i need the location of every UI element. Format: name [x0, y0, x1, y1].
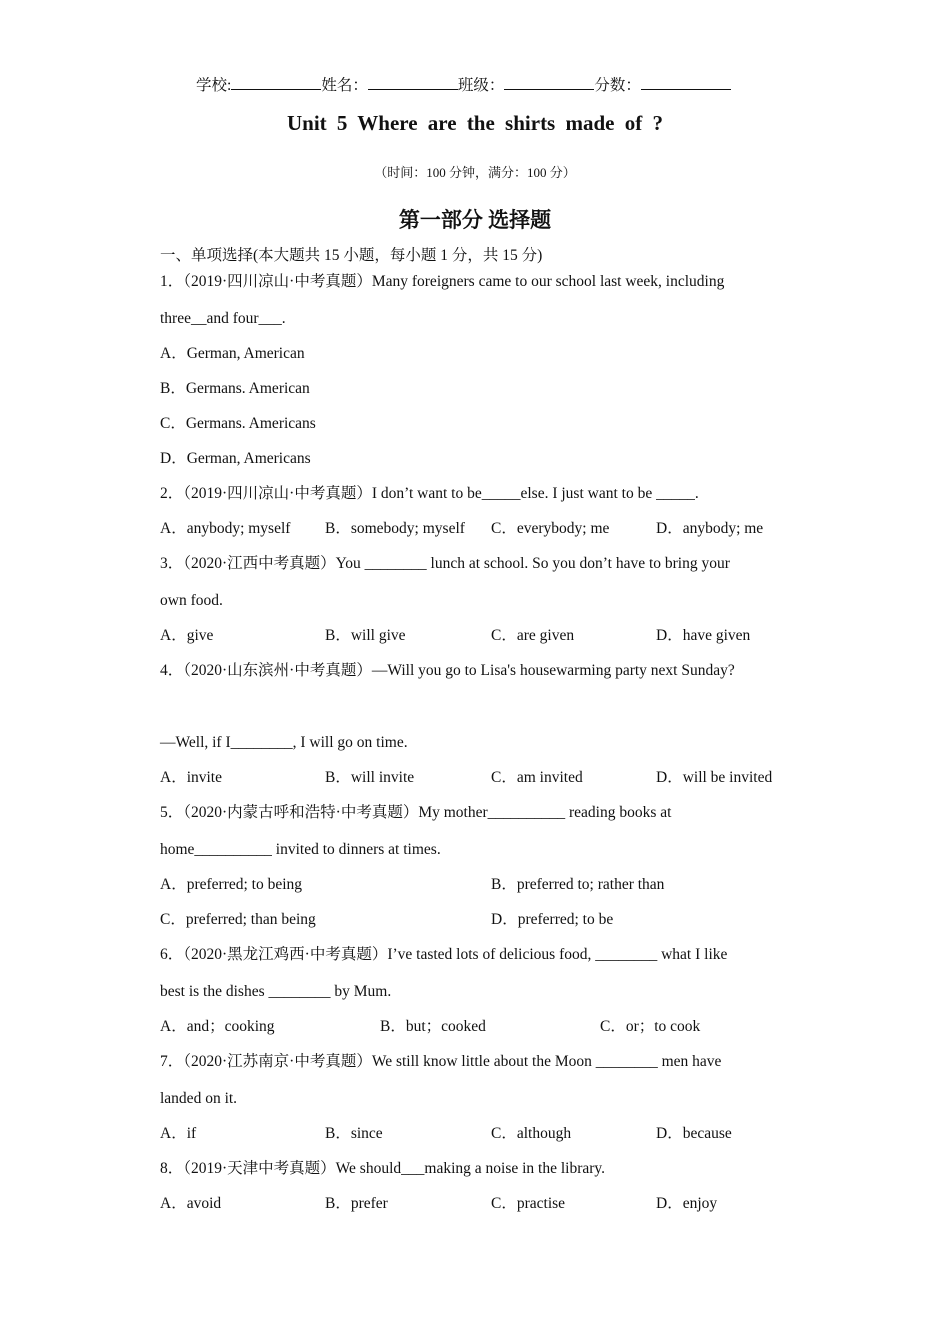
answer-option: A．avoid: [160, 1195, 222, 1212]
answer-option: D．because: [656, 1125, 732, 1142]
answer-option: B．will give: [325, 627, 406, 644]
class-blank: [504, 75, 594, 90]
question-text: 8．（2019·天津中考真题）We should___making a noise in the library.: [160, 1160, 606, 1177]
instruction: 一、单项选择(本大题共 15 小题，每小题 1 分，共 15 分): [160, 247, 543, 264]
answer-option: B．somebody; myself: [325, 520, 465, 537]
answer-option: A．invite: [160, 769, 222, 786]
question-text: 2．（2019·四川凉山·中考真题）I don’t want to be_____else. I just want to be _____.: [160, 485, 699, 502]
question-text: landed on it.: [160, 1090, 238, 1107]
question-text: three__and four___.: [160, 310, 286, 327]
answer-option: A．and；cooking: [160, 1018, 275, 1035]
question-text: 3．（2020·江西中考真题）You ________ lunch at school. So you don’t have to bring your: [160, 555, 730, 572]
question-text: home__________ invited to dinners at times.: [160, 841, 441, 858]
question-text: 7．（2020·江苏南京·中考真题）We still know little about the Moon ________ men have: [160, 1053, 722, 1070]
question-text: 6．（2020·黑龙江鸡西·中考真题）I’ve tasted lots of delicious food, ________ what I like: [160, 946, 728, 963]
answer-option: B．prefer: [325, 1195, 388, 1212]
name-blank: [368, 75, 458, 90]
answer-option: C．or；to cook: [600, 1018, 701, 1035]
question-text: own food.: [160, 592, 223, 609]
question-text: best is the dishes ________ by Mum.: [160, 983, 392, 1000]
question-text: 1．（2019·四川凉山·中考真题）Many foreigners came to our school last week, including: [160, 273, 725, 290]
answer-option: B．but；cooked: [380, 1018, 486, 1035]
page-title: Unit 5 Where are the shirts made of ?: [287, 111, 663, 135]
answer-option: C．practise: [491, 1195, 566, 1212]
answer-option: C．although: [491, 1125, 572, 1142]
score-blank: [641, 75, 731, 90]
answer-option: C．Germans. Americans: [160, 415, 316, 432]
answer-option: C．everybody; me: [491, 520, 610, 537]
answer-option: C．preferred; than being: [160, 911, 316, 928]
answer-option: B．will invite: [325, 769, 415, 786]
answer-option: A．German, American: [160, 345, 305, 362]
answer-option: B．Germans. American: [160, 380, 310, 397]
answer-option: D．German, Americans: [160, 450, 311, 467]
answer-option: C．am invited: [491, 769, 583, 786]
answer-option: D．enjoy: [656, 1195, 718, 1212]
answer-option: D．preferred; to be: [491, 911, 614, 928]
class-label: 班级：: [457, 77, 505, 94]
school-blank: [231, 75, 321, 90]
answer-option: B．preferred to; rather than: [491, 876, 665, 893]
question-text: —Well, if I________, I will go on time.: [160, 734, 408, 751]
time-info: （时间：100 分钟，满分：100 分）: [374, 165, 576, 180]
answer-option: A．anybody; myself: [160, 520, 291, 537]
answer-option: D．will be invited: [656, 769, 773, 786]
question-text: 4．（2020·山东滨州·中考真题）—Will you go to Lisa's housewarming party next Sunday?: [160, 662, 735, 679]
answer-option: A．if: [160, 1125, 197, 1142]
info-header: [196, 75, 731, 96]
name-label: 姓名：: [321, 77, 368, 94]
answer-option: C．are given: [491, 627, 575, 644]
score-label: 分数：: [594, 77, 641, 94]
question-text: 5．（2020·内蒙古呼和浩特·中考真题）My mother__________ reading books at: [160, 804, 672, 821]
answer-option: B．since: [325, 1125, 383, 1142]
answer-option: A．give: [160, 627, 214, 644]
answer-option: D．anybody; me: [656, 520, 764, 537]
school-label: 学校:: [196, 77, 232, 94]
answer-option: A．preferred; to being: [160, 876, 303, 893]
section-title: 第一部分 选择题: [398, 208, 552, 232]
answer-option: D．have given: [656, 627, 751, 644]
